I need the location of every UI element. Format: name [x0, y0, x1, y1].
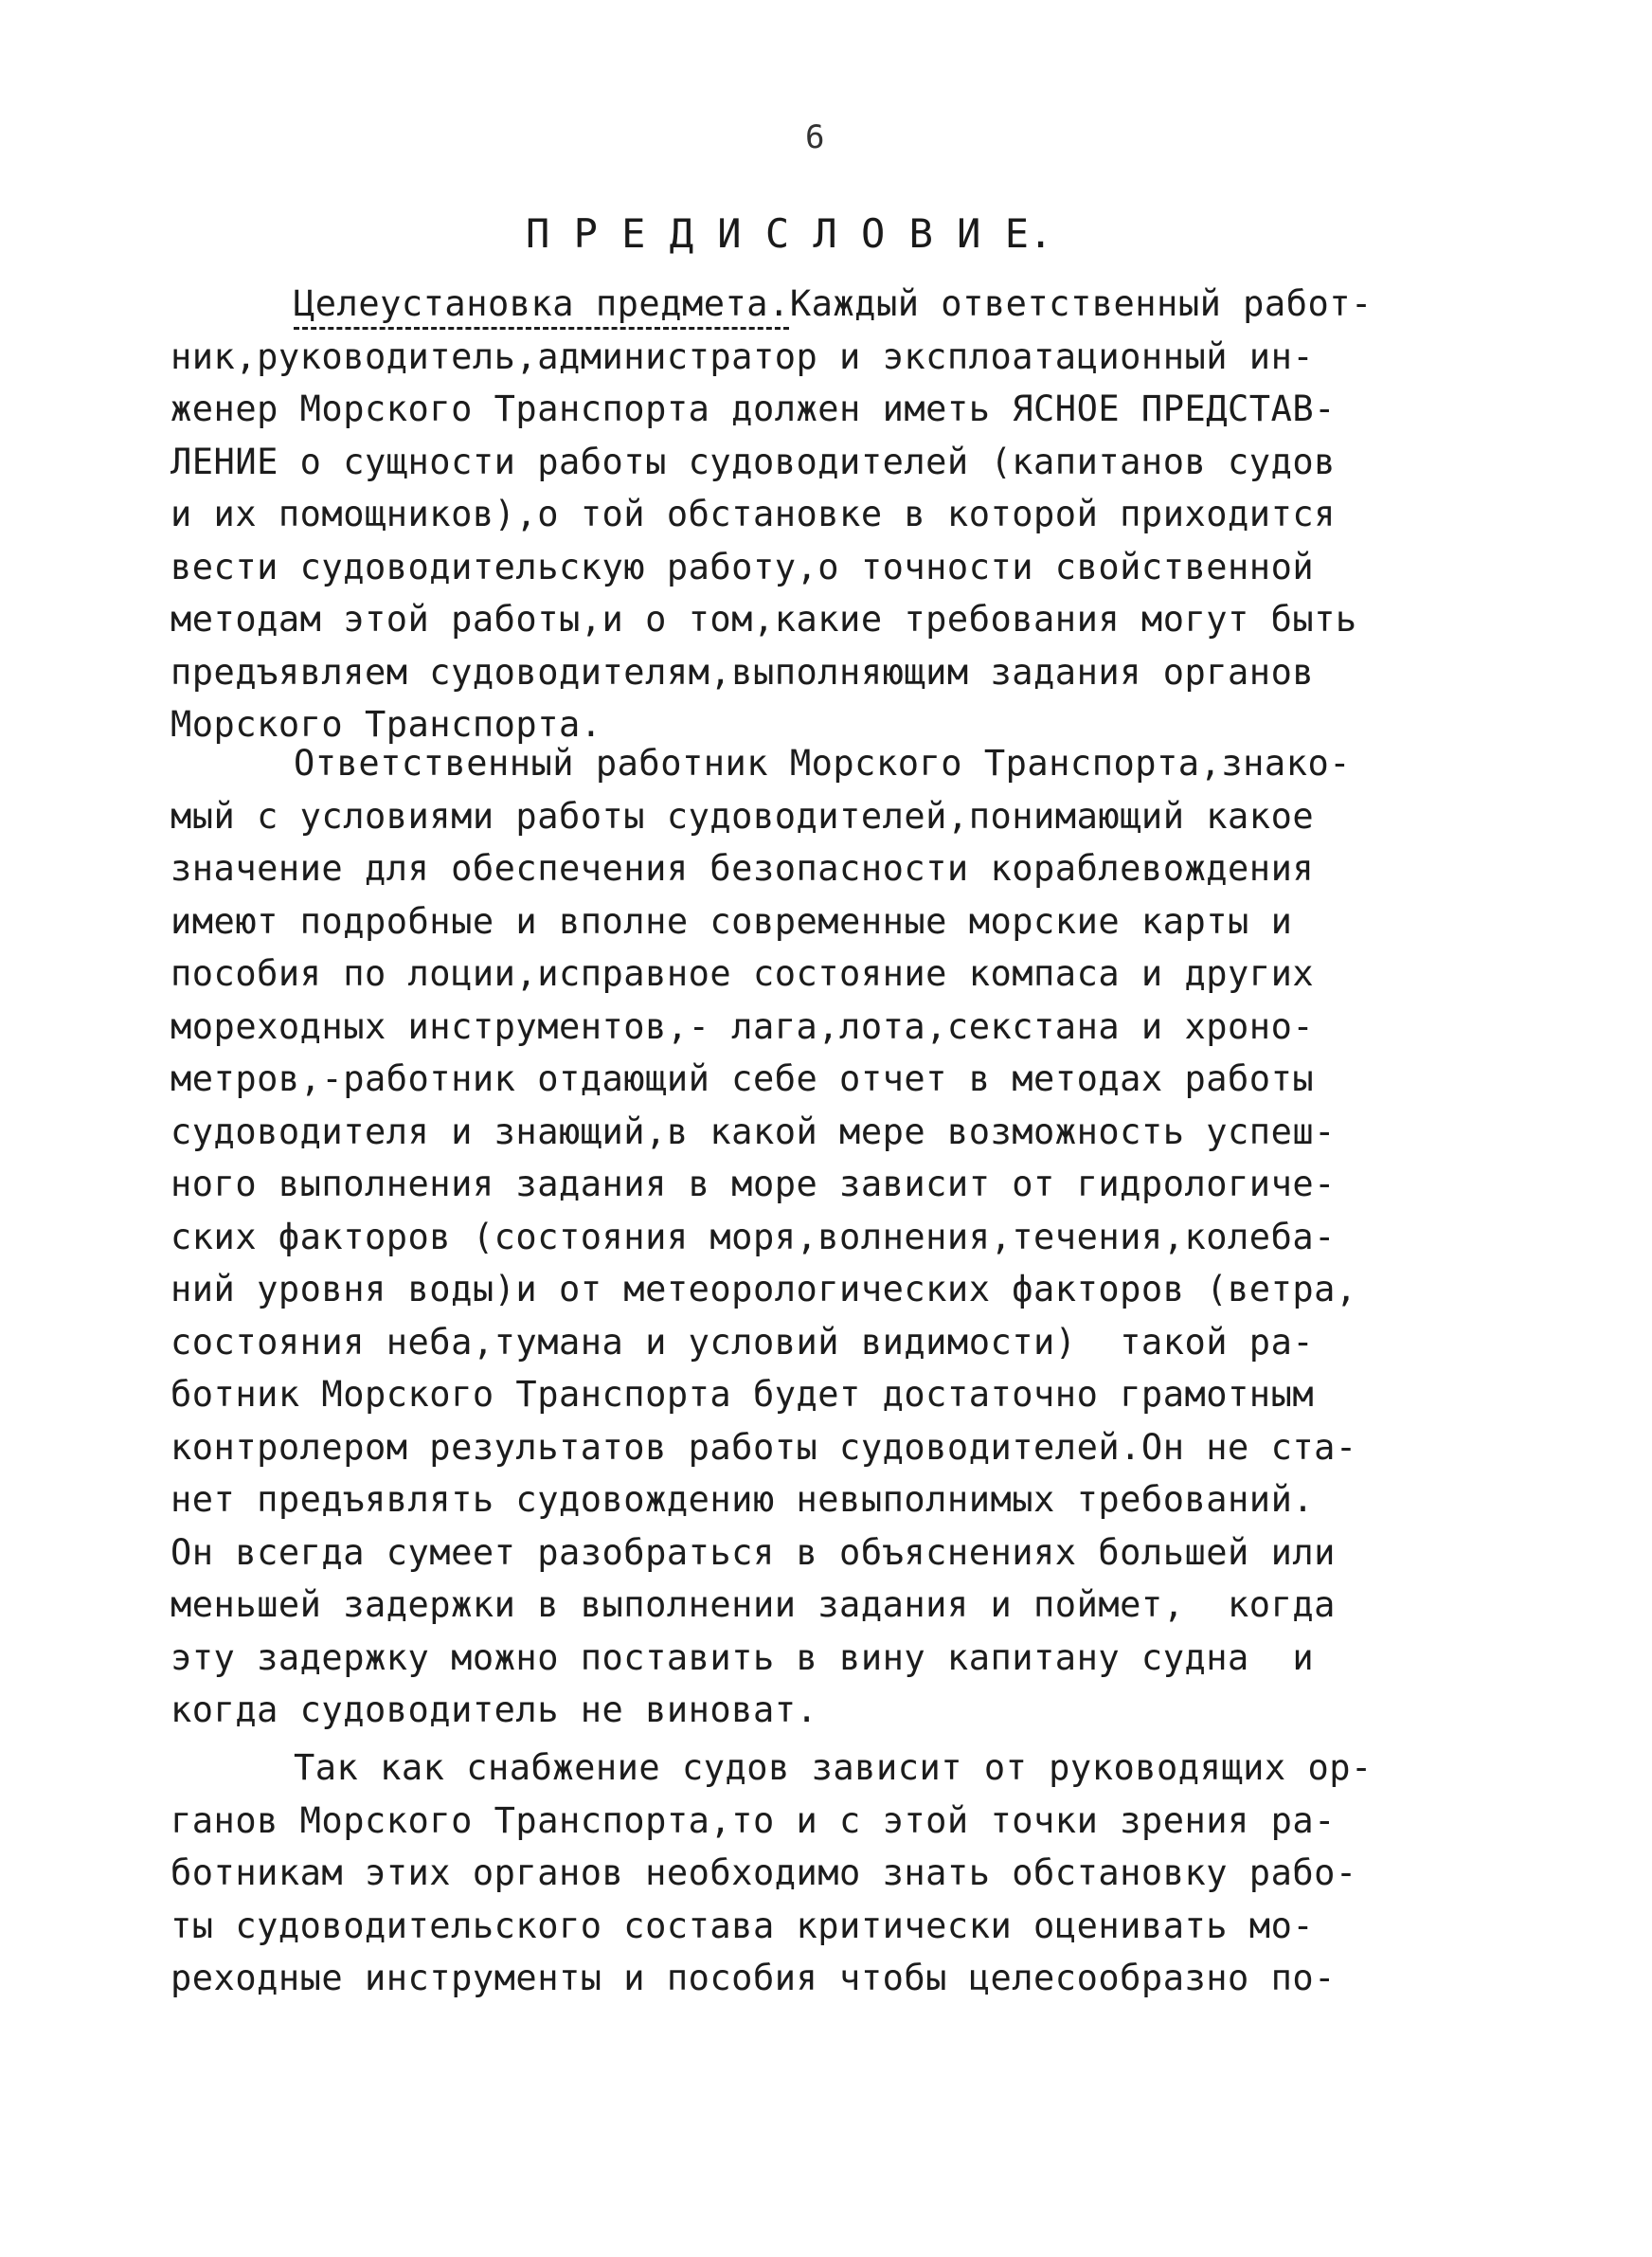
- page-heading: П Р Е Д И С Л О В И Е.: [526, 210, 1053, 257]
- text-line: метров,-работник отдающий себе отчет в методах работы: [171, 1058, 1315, 1099]
- text-line: значение для обеспечения безопасности кораблевождения: [171, 848, 1315, 889]
- text-line: ний уровня воды)и от метеорологических факторов (ветра,: [171, 1269, 1357, 1309]
- text-line: методам этой работы,и о том,какие требования могут быть: [171, 599, 1357, 640]
- paragraph-lead-title: Целеустановка предмета.: [294, 283, 790, 324]
- text-line: предъявляем судоводителям,выполняющим задания органов: [171, 651, 1315, 693]
- paragraph-1-first-line-text: Каждый ответственный работ-: [789, 283, 1373, 324]
- text-line: Так как снабжение судов зависит от руководящих ор-: [294, 1747, 1373, 1788]
- paragraph-1-first-line: [171, 278, 1516, 331]
- paragraph-1: [171, 278, 1516, 751]
- paragraph-2: [171, 737, 1516, 1737]
- text-line: нет предъявлять судовождению невыполнимых требований.: [171, 1479, 1315, 1520]
- text-line: Он всегда сумеет разобраться в объяснениях большей или: [171, 1531, 1336, 1573]
- text-line: Ответственный работник Морского Транспорта,знако-: [294, 743, 1352, 784]
- text-line: женер Морского Транспорта должен иметь ЯСНОЕ ПРЕДСТАВ-: [171, 388, 1336, 429]
- text-line: имеют подробные и вполне современные морские карты и: [171, 900, 1293, 942]
- text-line: вести судоводительскую работу,о точности свойственной: [171, 546, 1315, 587]
- paragraph-3: [171, 1742, 1516, 2005]
- text-line: ты судоводительского состава критически оценивать мо-: [171, 1905, 1315, 1946]
- text-line: ник,руководитель,администратор и эксплоатационный ин-: [171, 335, 1315, 377]
- text-line: мый с условиями работы судоводителей,понимающий какое: [171, 795, 1315, 837]
- page-number: 6: [805, 118, 825, 156]
- text-line: Морского Транспорта.: [171, 704, 602, 745]
- text-line: и их помощников),о той обстановке в которой приходится: [171, 494, 1336, 534]
- text-line: ганов Морского Транспорта,то и с этой точки зрения ра-: [171, 1799, 1336, 1841]
- text-line: когда судоводитель не виноват.: [171, 1689, 818, 1730]
- text-line: мореходных инструментов,- лага,лота,секстана и хроно-: [171, 1005, 1315, 1047]
- text-line: эту задержку можно поставить в вину капитану судна и: [171, 1636, 1315, 1678]
- text-line: судоводителя и знающий,в какой мере возможность успеш-: [171, 1110, 1336, 1152]
- text-line: реходные инструменты и пособия чтобы целесообразно по-: [171, 1958, 1336, 1998]
- text-line: ного выполнения задания в море зависит от гидрологиче-: [171, 1164, 1336, 1204]
- text-line: ЛЕНИЕ о сущности работы судоводителей (капитанов судов: [171, 441, 1336, 482]
- text-line: ботникам этих органов необходимо знать обстановку рабо-: [171, 1852, 1357, 1893]
- text-line: состояния неба,тумана и условий видимости) такой ра-: [171, 1321, 1315, 1363]
- text-line: меньшей задержки в выполнении задания и поймет, когда: [171, 1584, 1336, 1625]
- text-line: контролером результатов работы судоводителей.Он не ста-: [171, 1426, 1357, 1468]
- text-line: пособия по лоции,исправное состояние компаса и других: [171, 953, 1315, 994]
- text-line: ботник Морского Транспорта будет достаточно грамотным: [171, 1374, 1315, 1415]
- text-line: ских факторов (состояния моря,волнения,течения,колеба-: [171, 1216, 1336, 1257]
